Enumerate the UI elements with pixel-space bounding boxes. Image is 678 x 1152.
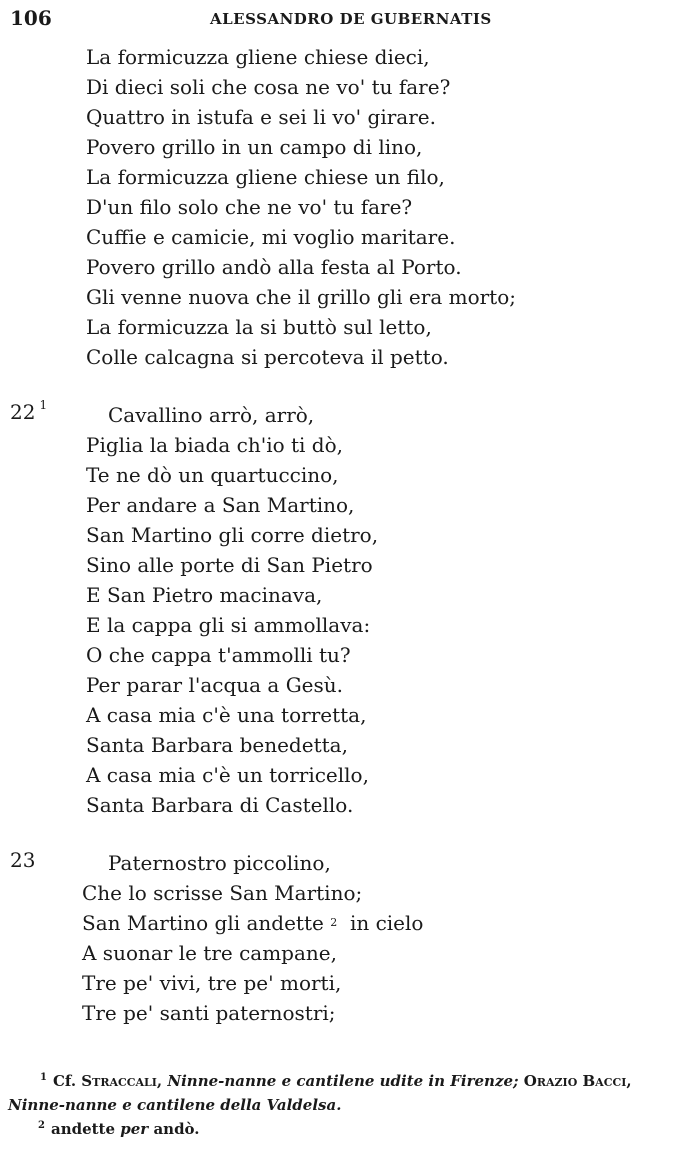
verse-line: Per andare a San Martino, (86, 493, 355, 517)
running-head: ALESSANDRO DE GUBERNATIS (210, 10, 492, 28)
verse-line-with-note (82, 908, 423, 938)
page-number: 106 (10, 6, 52, 30)
verse-line: O che cappa t'ammolli tu? (86, 643, 351, 667)
verse-line: Di dieci soli che cosa ne vo' tu fare? (86, 75, 451, 99)
verse-line: Povero grillo andò alla festa al Porto. (86, 255, 462, 279)
verse-line: Tre pe' vivi, tre pe' morti, (82, 971, 342, 995)
verse-line: La formicuzza gliene chiese dieci, (86, 45, 430, 69)
verse-first-line: Paternostro piccolino, (108, 851, 331, 875)
verse-first-line: Cavallino arrò, arrò, (108, 403, 315, 427)
verse-line: Per parar l'acqua a Gesù. (86, 673, 344, 697)
poem-lines (86, 430, 378, 820)
page-header (0, 4, 678, 32)
footnote-text: per (120, 1120, 149, 1138)
verse-line: A suonar le tre campane, (82, 941, 337, 965)
verse-line: A casa mia c'è una torretta, (86, 703, 367, 727)
verse-line: Santa Barbara di Castello. (86, 793, 354, 817)
verse-line: Colle calcagna si percoteva il petto. (86, 345, 449, 369)
verse-line: Tre pe' santi paternostri; (82, 1001, 336, 1025)
verse-line: A casa mia c'è un torricello, (86, 763, 369, 787)
footnote-title: Ninne-nanne e cantilene della Valdelsa. (8, 1096, 342, 1114)
footnote-text: andò. (153, 1120, 200, 1138)
poem-number: 23 (10, 848, 36, 872)
footnote-2 (38, 1120, 200, 1138)
verse-line: D'un filo solo che ne vo' tu fare? (86, 195, 413, 219)
verse-line: San Martino gli corre dietro, (86, 523, 379, 547)
footnote-mark: 2 (330, 916, 338, 929)
verse-line: Te ne dò un quartuccino, (86, 463, 339, 487)
poem-lines (82, 878, 423, 1028)
footnote-text: andette (50, 1120, 116, 1138)
footnote-1 (40, 1072, 632, 1090)
verse-line: Cuffie e camicie, mi voglio maritare. (86, 225, 456, 249)
verse-line: Gli venne nuova che il grillo gli era morto; (86, 285, 516, 309)
footnote-title: Ninne-nanne e cantilene udite in Firenze; (167, 1072, 519, 1090)
verse-line: La formicuzza gliene chiese un filo, (86, 165, 445, 189)
verse-line: Che lo scrisse San Martino; (82, 881, 363, 905)
footnote-mark: 1 (40, 1072, 47, 1083)
poem-number (10, 400, 47, 424)
footnote-1-continued (8, 1096, 341, 1114)
verse-line: La formicuzza la si buttò sul letto, (86, 315, 432, 339)
poem-number-value: 22 (10, 400, 36, 424)
poem-lines (86, 42, 516, 372)
verse-line: Quattro in istufa e sei li vo' girare. (86, 105, 436, 129)
verse-text: San Martino gli andette (82, 911, 324, 935)
verse-line: Povero grillo in un campo di lino, (86, 135, 423, 159)
footnote-author: Orazio Bacci, (523, 1072, 632, 1090)
footnote-text: Cf. (52, 1072, 77, 1090)
verse-line: Sino alle porte di San Pietro (86, 553, 373, 577)
verse-tail: in cielo (349, 911, 424, 935)
verse-line: E la cappa gli si ammollava: (86, 613, 371, 637)
footnote-mark: 1 (39, 398, 48, 412)
verse-line: Santa Barbara benedetta, (86, 733, 348, 757)
footnote-author: Straccali, (81, 1072, 163, 1090)
verse-line: E San Pietro macinava, (86, 583, 323, 607)
verse-line: Piglia la biada ch'io ti dò, (86, 433, 343, 457)
footnote-mark: 2 (38, 1120, 45, 1131)
